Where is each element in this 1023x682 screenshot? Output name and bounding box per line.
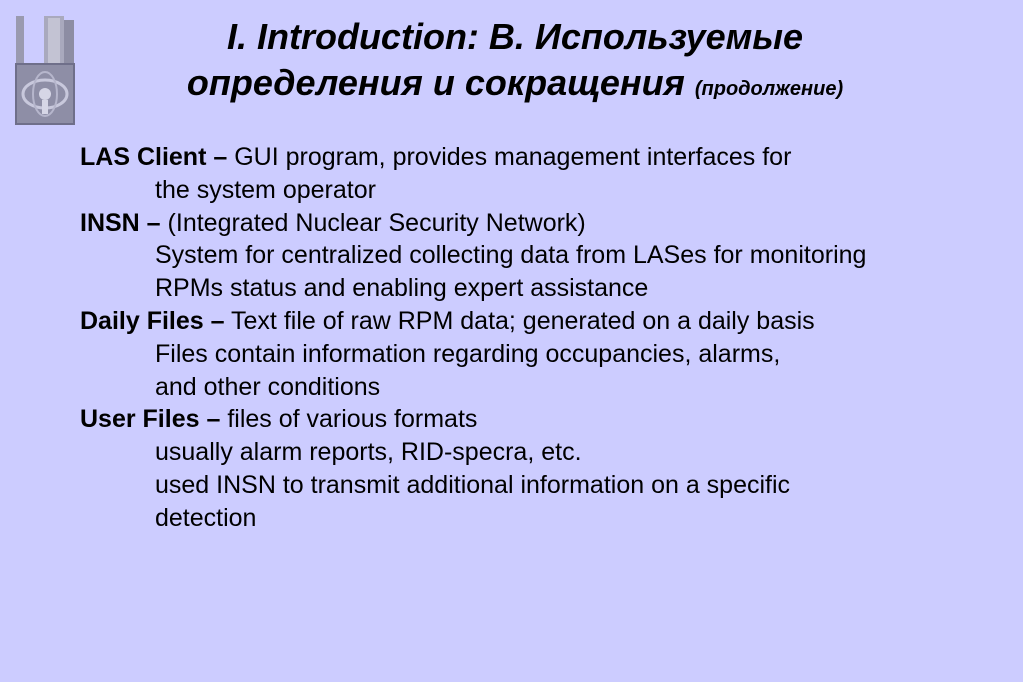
title-line-2-text: определения и сокращения <box>186 62 685 103</box>
rpm-portal-logo-icon <box>14 14 80 130</box>
definition-detail-line: the system operator <box>155 175 376 204</box>
title-line-2 <box>90 60 940 112</box>
definition-insn <box>80 207 1010 240</box>
definition-detail-line: detection <box>155 503 257 532</box>
title-line-1: I. Introduction: B. Используемые <box>226 16 804 57</box>
definition-las-client <box>80 141 1010 174</box>
term-description: Text file of raw RPM data; generated on a daily basis <box>231 306 815 335</box>
term-label: INSN – <box>80 208 161 237</box>
logo <box>14 14 80 130</box>
term-label: LAS Client – <box>80 143 228 171</box>
definition-detail-line: System for centralized collecting data from LASes for monitoring <box>155 241 867 270</box>
term-description: GUI program, provides management interfaces for <box>234 143 792 171</box>
definition-detail-line: Files contain information regarding occupancies, alarms, <box>155 339 781 368</box>
definition-detail-line: used INSN to transmit additional information on a specific <box>155 470 791 499</box>
slide-title <box>90 14 940 112</box>
definition-user-files <box>80 403 1010 436</box>
definition-detail-line: RPMs status and enabling expert assistance <box>155 274 649 303</box>
term-label: User Files – <box>80 405 221 434</box>
term-description: files of various formats <box>227 405 478 434</box>
definition-daily-files <box>80 305 1010 338</box>
title-subtitle: (продолжение) <box>694 78 844 100</box>
definition-detail-line: usually alarm reports, RID-specra, etc. <box>155 438 582 467</box>
definitions-list <box>80 141 1010 535</box>
definition-detail-line: and other conditions <box>155 372 381 401</box>
term-label: Daily Files – <box>80 306 225 335</box>
term-description: (Integrated Nuclear Security Network) <box>167 208 586 237</box>
